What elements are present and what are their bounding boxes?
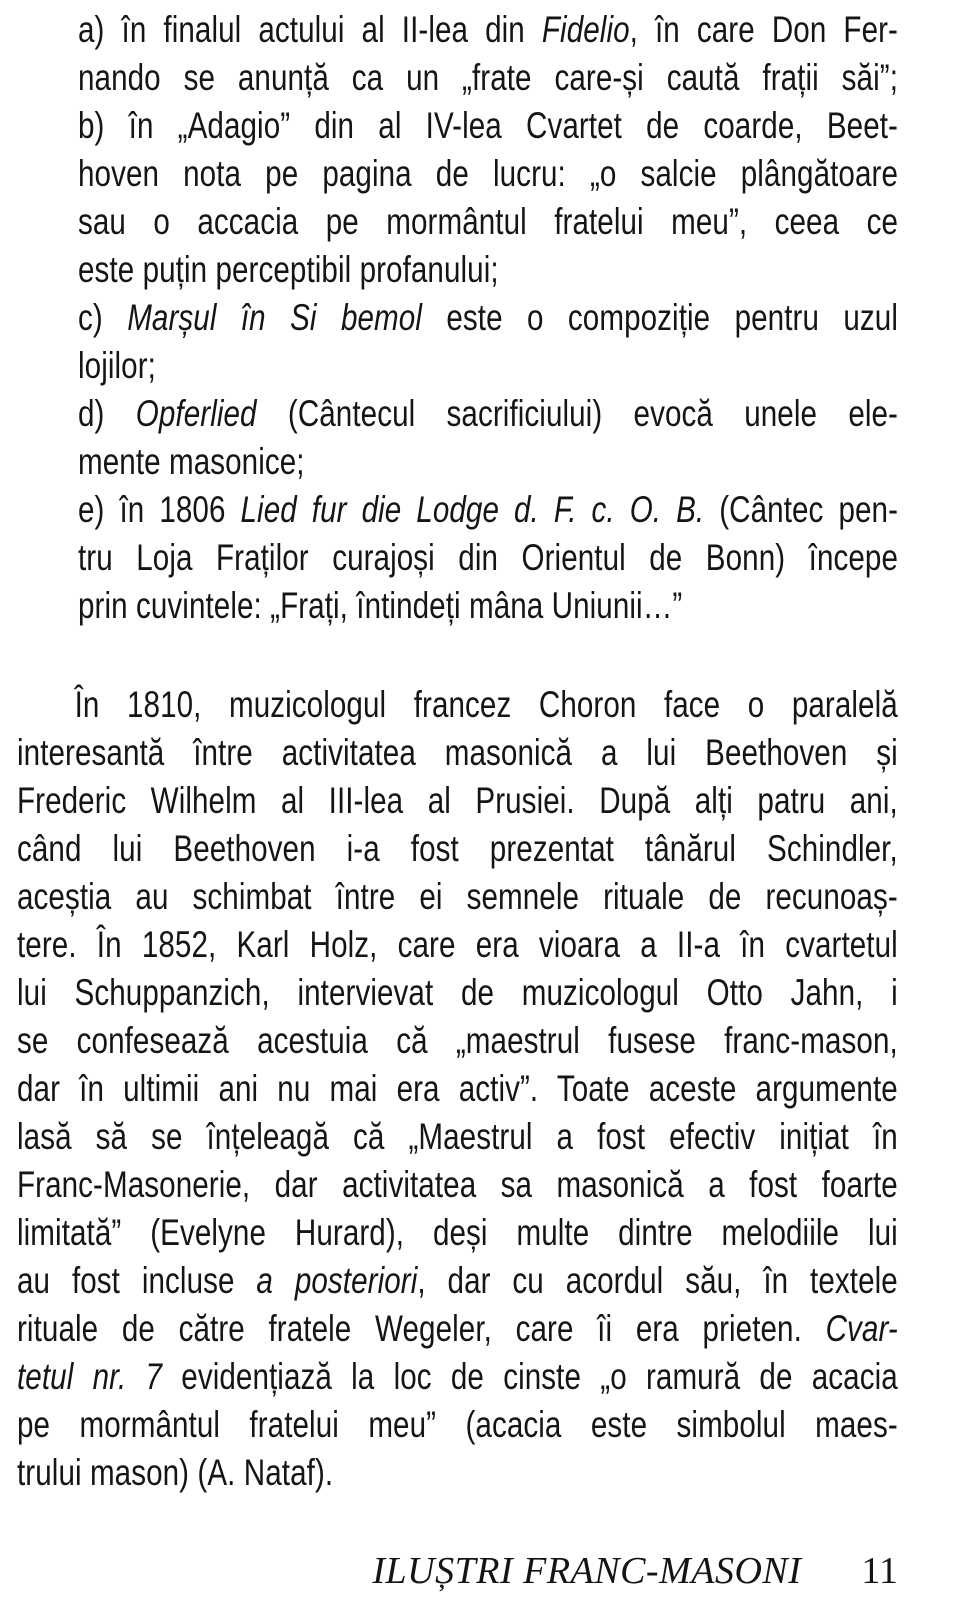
text-segment: Marșul în Si bemol bbox=[127, 297, 422, 338]
text-segment: a posteriori bbox=[256, 1260, 418, 1301]
text-segment: (Cântecul sacrificiului) evocă unele ele- bbox=[256, 393, 899, 434]
text-line bbox=[17, 1305, 898, 1353]
text-line bbox=[17, 1065, 898, 1113]
text-line bbox=[17, 1209, 898, 1257]
text-line bbox=[78, 342, 898, 390]
text-segment: prin cuvintele: „Frați, întindeți mâna Uniunii…” bbox=[78, 585, 683, 626]
text-segment: lasă să se înțeleagă că „Maestrul a fost efectiv inițiat în bbox=[17, 1116, 898, 1157]
text-segment: , dar cu acordul său, în textele bbox=[417, 1260, 898, 1301]
text-line bbox=[78, 150, 898, 198]
text-line bbox=[78, 198, 898, 246]
text-segment: rituale de către fratele Wegeler, care îi era prieten. bbox=[17, 1308, 826, 1349]
text-segment: tere. În 1852, Karl Holz, care era vioara a II-a în cvartetul bbox=[17, 924, 898, 965]
text-line bbox=[78, 486, 898, 534]
text-line bbox=[17, 873, 898, 921]
text-line bbox=[17, 1017, 898, 1065]
text-line bbox=[17, 1353, 898, 1401]
text-segment: b) în „Adagio” din al IV-lea Cvartet de coarde, Beet- bbox=[78, 105, 898, 146]
text-line bbox=[17, 969, 898, 1017]
text-segment: limitată” (Evelyne Hurard), deși multe dintre melodiile lui bbox=[17, 1212, 898, 1253]
text-segment: se confesează acestuia că „maestrul fusese franc-mason, bbox=[17, 1020, 898, 1061]
text-segment: , în care Don Fer- bbox=[629, 9, 898, 50]
text-segment: Fidelio bbox=[541, 9, 630, 50]
text-line bbox=[78, 6, 898, 54]
text-segment: lui Schuppanzich, intervievat de muzicologul Otto Jahn, i bbox=[17, 972, 898, 1013]
text-segment: c) bbox=[78, 297, 128, 338]
page-footer bbox=[0, 1547, 898, 1595]
text-segment: a) în finalul actului al II-lea din bbox=[78, 9, 542, 50]
text-segment: dar în ultimii ani nu mai era activ”. Toate aceste argumente bbox=[17, 1068, 898, 1109]
text-segment: hoven nota pe pagina de lucru: „o salcie plângătoare bbox=[78, 153, 898, 194]
text-line bbox=[17, 1161, 898, 1209]
text-segment: sau o accacia pe mormântul fratelui meu”, ceea ce bbox=[78, 201, 898, 242]
text-line bbox=[17, 825, 898, 873]
main-paragraph-block bbox=[17, 681, 955, 1497]
text-segment: când lui Beethoven i-a fost prezentat tânărul Schindler, bbox=[17, 828, 898, 869]
text-segment: Cvar- bbox=[825, 1308, 898, 1349]
text-segment: este o compoziție pentru uzul bbox=[421, 297, 898, 338]
text-segment: pe mormântul fratelui meu” (acacia este simbolul maes- bbox=[17, 1404, 898, 1445]
text-line bbox=[17, 1257, 898, 1305]
running-title: ILUȘTRI FRANC-MASONI bbox=[372, 1550, 802, 1592]
text-line bbox=[17, 1449, 898, 1497]
text-line bbox=[78, 534, 898, 582]
text-line bbox=[78, 294, 898, 342]
text-line bbox=[78, 390, 898, 438]
text-segment: d) bbox=[78, 393, 136, 434]
text-segment: Opferlied bbox=[135, 393, 257, 434]
text-segment: Frederic Wilhelm al III-lea al Prusiei. După alți patru ani, bbox=[17, 780, 898, 821]
text-line bbox=[17, 777, 898, 825]
text-segment: este puțin perceptibil profanului; bbox=[78, 249, 499, 290]
text-line bbox=[17, 1113, 898, 1161]
text-segment: lojilor; bbox=[78, 345, 156, 386]
text-line bbox=[17, 1401, 898, 1449]
text-segment: mente masonice; bbox=[78, 441, 305, 482]
text-segment: aceștia au schimbat între ei semnele rituale de recunoaș- bbox=[17, 876, 898, 917]
text-line bbox=[78, 582, 898, 630]
page-number: 11 bbox=[861, 1550, 898, 1592]
text-line bbox=[17, 921, 898, 969]
text-segment: (Cântec pen- bbox=[704, 489, 899, 530]
text-segment: au fost incluse bbox=[17, 1260, 257, 1301]
text-segment: trului mason) (A. Nataf). bbox=[17, 1452, 334, 1493]
text-segment: tru Loja Fraților curajoși din Orientul de Bonn) începe bbox=[78, 537, 898, 578]
text-segment: interesantă între activitatea masonică a lui Beethoven și bbox=[17, 732, 898, 773]
text-segment: tetul nr. 7 bbox=[17, 1356, 163, 1397]
lettered-list-block bbox=[78, 6, 955, 630]
text-segment: evidențiază la loc de cinste „o ramură de acacia bbox=[162, 1356, 898, 1397]
text-line bbox=[17, 729, 898, 777]
text-segment: În 1810, muzicologul francez Choron face o paralelă bbox=[74, 684, 898, 725]
text-segment: Lied fur die Lodge d. F. c. O. B. bbox=[240, 489, 705, 530]
text-line bbox=[78, 102, 898, 150]
text-line bbox=[17, 681, 898, 729]
text-line bbox=[78, 246, 898, 294]
text-line bbox=[78, 438, 898, 486]
text-segment: nando se anunță ca un „frate care-și caută frații săi”; bbox=[78, 57, 898, 98]
text-segment: Franc-Masonerie, dar activitatea sa masonică a fost foarte bbox=[17, 1164, 898, 1205]
text-segment: e) în 1806 bbox=[78, 489, 241, 530]
text-line bbox=[78, 54, 898, 102]
